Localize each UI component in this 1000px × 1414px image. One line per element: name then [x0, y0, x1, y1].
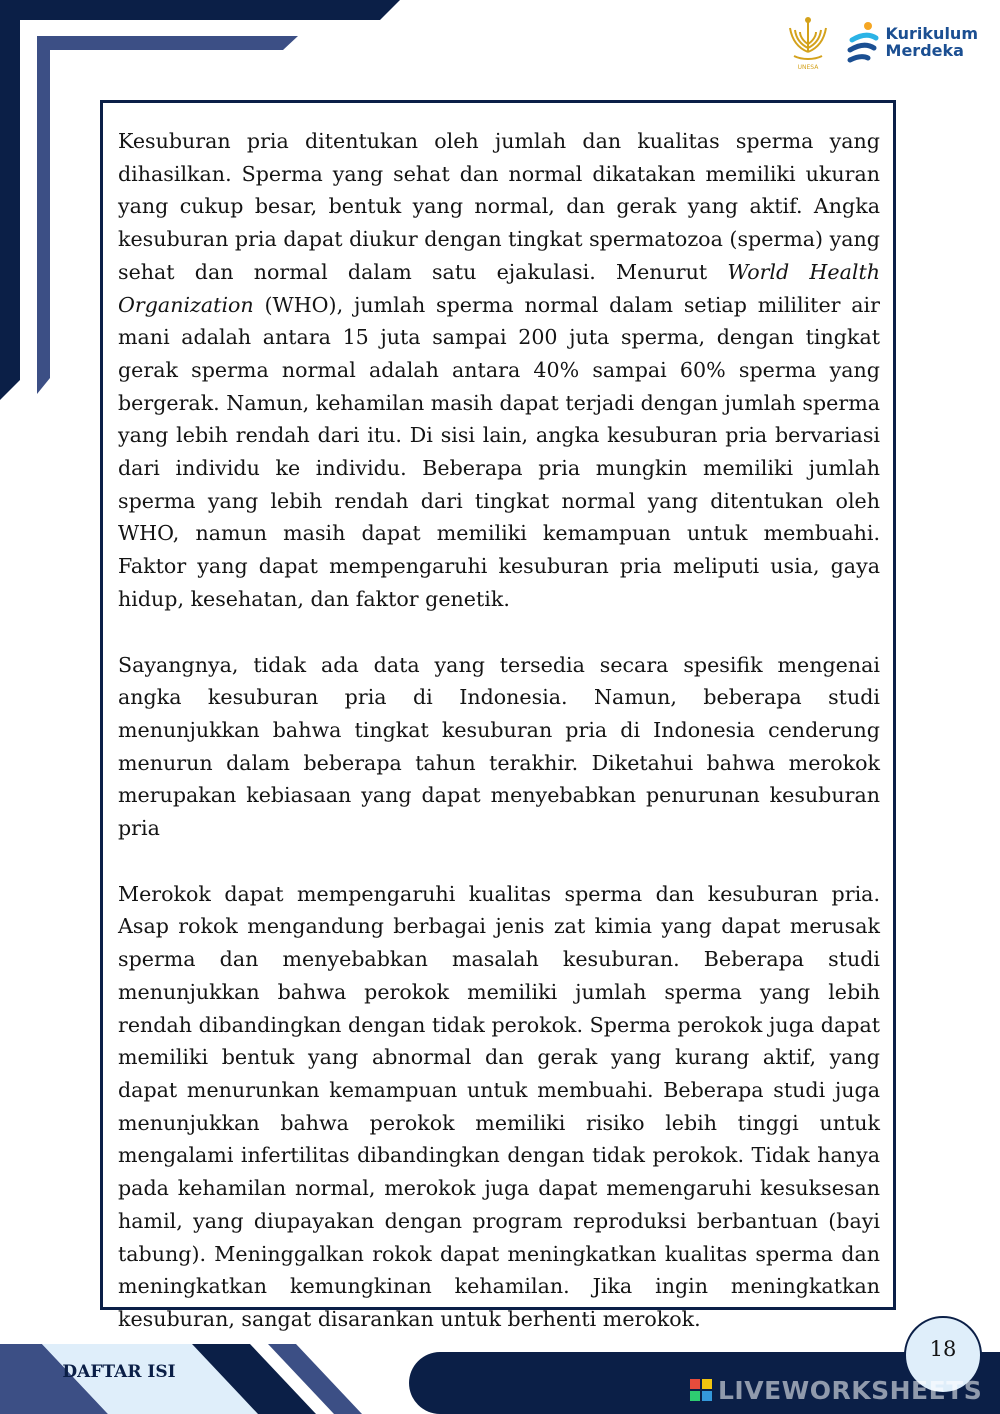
liveworksheets-watermark — [690, 1370, 982, 1410]
page-number: 18 — [929, 1337, 957, 1361]
kurikulum-merdeka-logo-icon — [846, 20, 880, 64]
header-logos — [784, 12, 978, 72]
kurikulum-merdeka-logo — [846, 20, 978, 64]
toc-button-label: DAFTAR ISI — [62, 1362, 176, 1382]
paragraph-1-text-a: Kesuburan pria ditentukan oleh jumlah dan kualitas sperma yang dihasilkan. Sperma yang sehat dan normal dikatakan memiliki ukuran yang cukup besar, bentuk yang normal, dan gerak yang aktif. Angka kesuburan pria dapat diukur dengan tingkat spermatozoa (sperma) yang sehat dan normal dalam satu ejakulasi. Menurut — [118, 129, 880, 284]
paragraph-fertility — [118, 125, 880, 616]
unesa-logo-text: UNESA — [797, 64, 818, 71]
liveworksheets-logo-icon — [690, 1379, 712, 1401]
table-of-contents-button[interactable] — [38, 1348, 200, 1396]
content-body — [118, 125, 880, 1369]
paragraph-indonesia: Sayangnya, tidak ada data yang tersedia secara spesifik mengenai angka kesuburan pria di Indonesia. Namun, beberapa studi menunjukkan bahwa tingkat kesuburan pria di Indonesia cenderung menurun dalam beberapa tahun terakhir. Diketahui bahwa merokok merupakan kebiasaan yang dapat menyebabkan penurunan kesuburan pria — [118, 652, 880, 841]
logo-text-line2: Merdeka — [885, 41, 964, 60]
paragraph-1-text-b: (WHO), jumlah sperma normal dalam setiap mililiter air mani adalah antara 15 juta sampai 200 juta sperma, dengan tingkat gerak sperma normal adalah antara 40% sampai 60% sperma yang bergerak. Namun, kehamilan masih dapat terjadi dengan jumlah sperma yang lebih rendah dari itu. Di sisi lain, angka kesuburan pria bervariasi dari individu ke individu. Beberapa pria mungkin memiliki jumlah sperma yang lebih rendah dari tingkat normal yang ditentukan oleh WHO, namun masih dapat memiliki kemampuan untuk membuahi. Faktor yang dapat mempengaruhi kesuburan pria meliputi usia, gaya hidup, kesehatan, dan faktor genetik. — [118, 292, 880, 611]
watermark-text: LIVEWORKSHEETS — [718, 1375, 983, 1405]
logo-text-line1: Kurikulum — [885, 24, 978, 43]
paragraph-1-emphasis: World Health Organization — [118, 259, 880, 317]
content-box — [100, 100, 896, 1331]
paragraph-smoking: Merokok dapat mempengaruhi kualitas sperma dan kesuburan pria. Asap rokok mengandung berbagai jenis zat kimia yang dapat merusak sperma dan menyebabkan masalah kesuburan. Beberapa studi menunjukkan bahwa perokok memiliki jumlah sperma yang lebih rendah dibandingkan dengan tidak perokok. Sperma perokok juga dapat memiliki bentuk yang abnormal dan gerak yang kurang aktif, yang dapat menurunkan kemampuan untuk membuahi. Beberapa studi juga menunjukkan bahwa perokok memiliki risiko lebih tinggi untuk mengalami infertilitas dibandingkan dengan tidak perokok. Tidak hanya pada kehamilan normal, merokok juga dapat memengaruhi kesuksesan hamil, yang diupayakan dengan program reproduksi berbantuan (bayi tabung). Meninggalkan rokok dapat meningkatkan kualitas sperma dan meningkatkan kemungkinan kehamilan. Jika ingin meningkatkan kesuburan, sangat disarankan untuk berhenti merokok. — [118, 881, 880, 1331]
unesa-logo-icon — [784, 12, 832, 72]
